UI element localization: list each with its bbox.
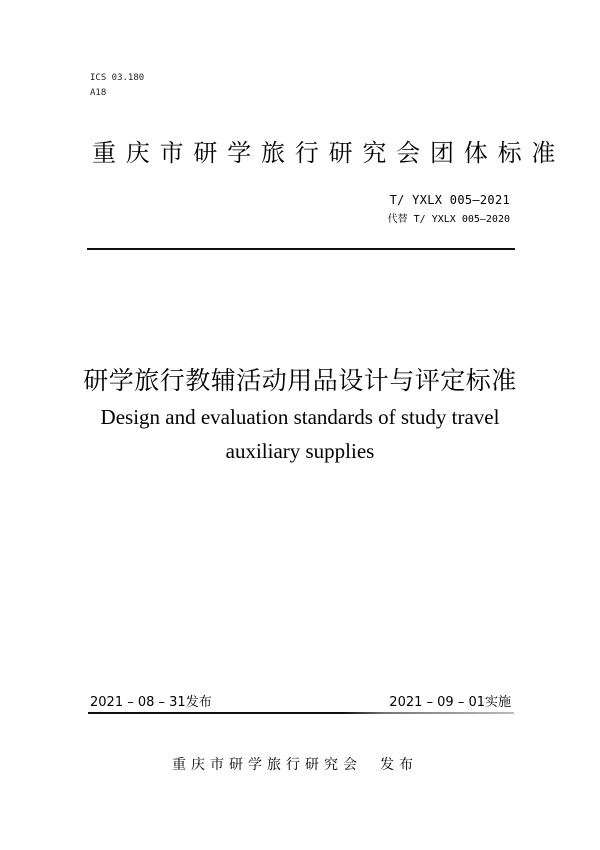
classification-code: A18	[90, 88, 107, 98]
top-divider	[87, 248, 515, 250]
publisher-name: 重庆市研学旅行研究会	[172, 757, 362, 773]
publisher-line	[172, 755, 418, 775]
bottom-divider	[88, 712, 514, 714]
document-title-english-line2: auxiliary supplies	[225, 439, 375, 463]
document-title-english-line1: Design and evaluation standards of study travel	[100, 405, 500, 429]
publish-action: 发布	[380, 757, 418, 773]
ics-code: ICS 03.180	[90, 73, 145, 83]
implementation-date: 2021 – 09 – 01实施	[389, 695, 511, 710]
organization-standard-title: 重庆市研学旅行研究会团体标准	[92, 139, 566, 167]
replaces-standard: 代替 T/ YXLX 005—2020	[387, 214, 510, 225]
document-title-chinese: 研学旅行教辅活动用品设计与评定标准	[83, 366, 517, 395]
publish-date: 2021 – 08 – 31发布	[90, 695, 212, 710]
standard-number: T/ YXLX 005—2021	[389, 193, 510, 207]
